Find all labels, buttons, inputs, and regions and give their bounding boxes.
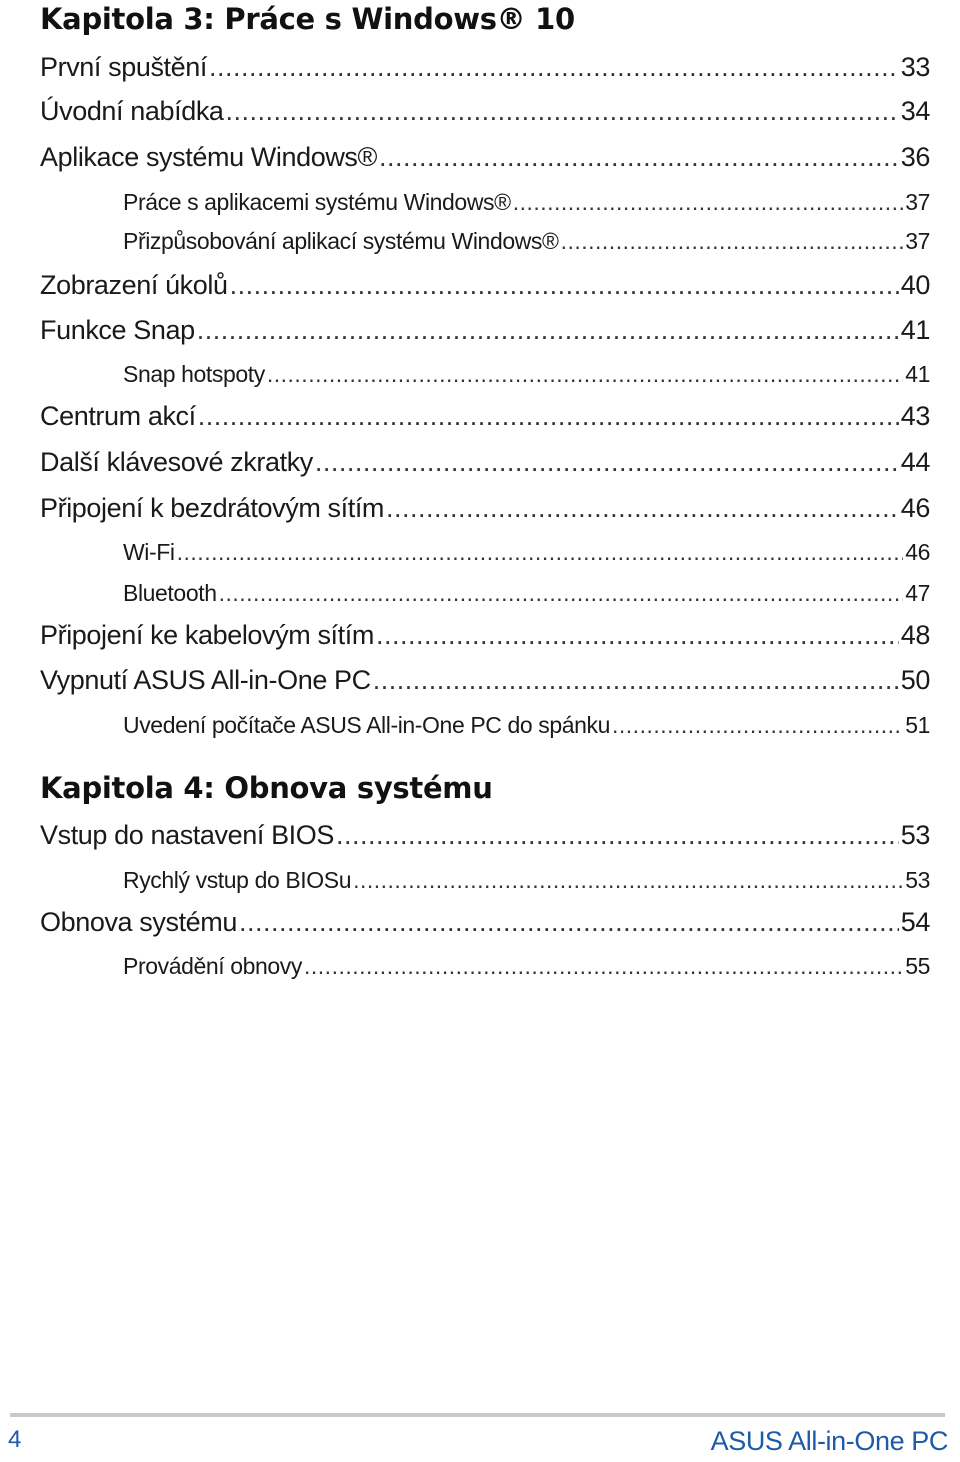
dot-leader [379, 140, 899, 174]
toc-entry-page: 51 [905, 712, 930, 738]
footer-product-name: ASUS All-in-One PC [710, 1426, 948, 1456]
chapter-3-heading: Kapitola 3: Práce s Windows® 10 [40, 2, 575, 36]
toc-entry-title: První spuštění [40, 52, 207, 82]
toc-subentry[interactable] [40, 865, 930, 895]
toc-entry-title: Centrum akcí [40, 401, 196, 431]
toc-entry[interactable] [40, 905, 930, 939]
dot-leader [197, 313, 899, 347]
toc-entry-page: 36 [900, 142, 930, 172]
toc-entry[interactable] [40, 445, 930, 479]
toc-entry-title: Vstup do nastavení BIOS [40, 820, 334, 850]
toc-entry-title: Snap hotspoty [123, 361, 265, 387]
toc-entry-title: Obnova systému [40, 907, 237, 937]
dot-leader [373, 663, 899, 697]
toc-subentry[interactable] [40, 951, 930, 981]
footer-divider [10, 1413, 945, 1417]
toc-entry-page: 40 [900, 270, 930, 300]
toc-subentry[interactable] [40, 710, 930, 740]
toc-entry-page: 47 [905, 580, 930, 606]
toc-entry-page: 53 [900, 820, 930, 850]
toc-entry-page: 46 [900, 493, 930, 523]
dot-leader [209, 50, 899, 84]
toc-entry[interactable] [40, 94, 930, 128]
dot-leader [226, 94, 899, 128]
toc-entry-page: 50 [900, 665, 930, 695]
toc-entry-page: 37 [905, 189, 930, 215]
toc-entry-page: 46 [905, 539, 930, 565]
toc-subentry[interactable] [40, 578, 930, 608]
toc-entry-page: 37 [905, 228, 930, 254]
toc-entry[interactable] [40, 491, 930, 525]
dot-leader [612, 710, 903, 740]
toc-entry-page: 54 [900, 907, 930, 937]
toc-entry-title: Bluetooth [123, 580, 217, 606]
chapter-4-heading: Kapitola 4: Obnova systému [40, 771, 493, 805]
toc-entry-title: Úvodní nabídka [40, 96, 224, 126]
toc-entry-page: 34 [900, 96, 930, 126]
toc-subentry[interactable] [40, 187, 930, 217]
footer-page-number: 4 [8, 1426, 22, 1453]
toc-entry-title: Provádění obnovy [123, 953, 303, 979]
toc-entry[interactable] [40, 140, 930, 174]
toc-entry-title: Rychlý vstup do BIOSu [123, 867, 352, 893]
dot-leader [513, 187, 904, 217]
toc-entry-title: Práce s aplikacemi systému Windows® [123, 189, 511, 215]
toc-entry-page: 41 [900, 315, 930, 345]
dot-leader [376, 618, 899, 652]
toc-entry-title: Připojení k bezdrátovým sítím [40, 493, 385, 523]
toc-entry-title: Uvedení počítače ASUS All-in-One PC do spánku [123, 712, 611, 738]
dot-leader [198, 399, 899, 433]
toc-entry[interactable] [40, 818, 930, 852]
toc-entry-page: 41 [905, 361, 930, 387]
toc-entry[interactable] [40, 399, 930, 433]
toc-entry-title: Vypnutí ASUS All-in-One PC [40, 665, 371, 695]
toc-entry[interactable] [40, 50, 930, 84]
toc-entry-page: 48 [900, 620, 930, 650]
toc-entry-title: Wi-Fi [123, 539, 175, 565]
dot-leader [353, 865, 903, 895]
toc-entry-title: Zobrazení úkolů [40, 270, 228, 300]
dot-leader [336, 818, 899, 852]
dot-leader [315, 445, 899, 479]
toc-entry-title: Další klávesové zkratky [40, 447, 313, 477]
dot-leader [386, 491, 899, 525]
toc-entry[interactable] [40, 268, 930, 302]
toc-entry-page: 55 [905, 953, 930, 979]
dot-leader [230, 268, 899, 302]
toc-entry[interactable] [40, 618, 930, 652]
toc-subentry[interactable] [40, 226, 930, 256]
toc-entry-title: Přizpůsobování aplikací systému Windows® [123, 228, 559, 254]
toc-entry[interactable] [40, 313, 930, 347]
dot-leader [219, 578, 904, 608]
toc-subentry[interactable] [40, 359, 930, 389]
toc-subentry[interactable] [40, 537, 930, 567]
toc-entry-page: 43 [900, 401, 930, 431]
toc-entry-page: 33 [900, 52, 930, 82]
toc-entry-title: Funkce Snap [40, 315, 195, 345]
toc-entry-page: 53 [905, 867, 930, 893]
dot-leader [304, 951, 903, 981]
toc-entry-title: Aplikace systému Windows® [40, 142, 378, 172]
dot-leader [177, 537, 904, 567]
dot-leader [561, 226, 904, 256]
toc-entry-page: 44 [900, 447, 930, 477]
toc-entry-title: Připojení ke kabelovým sítím [40, 620, 374, 650]
dot-leader [239, 905, 899, 939]
dot-leader [267, 359, 903, 389]
toc-entry[interactable] [40, 663, 930, 697]
